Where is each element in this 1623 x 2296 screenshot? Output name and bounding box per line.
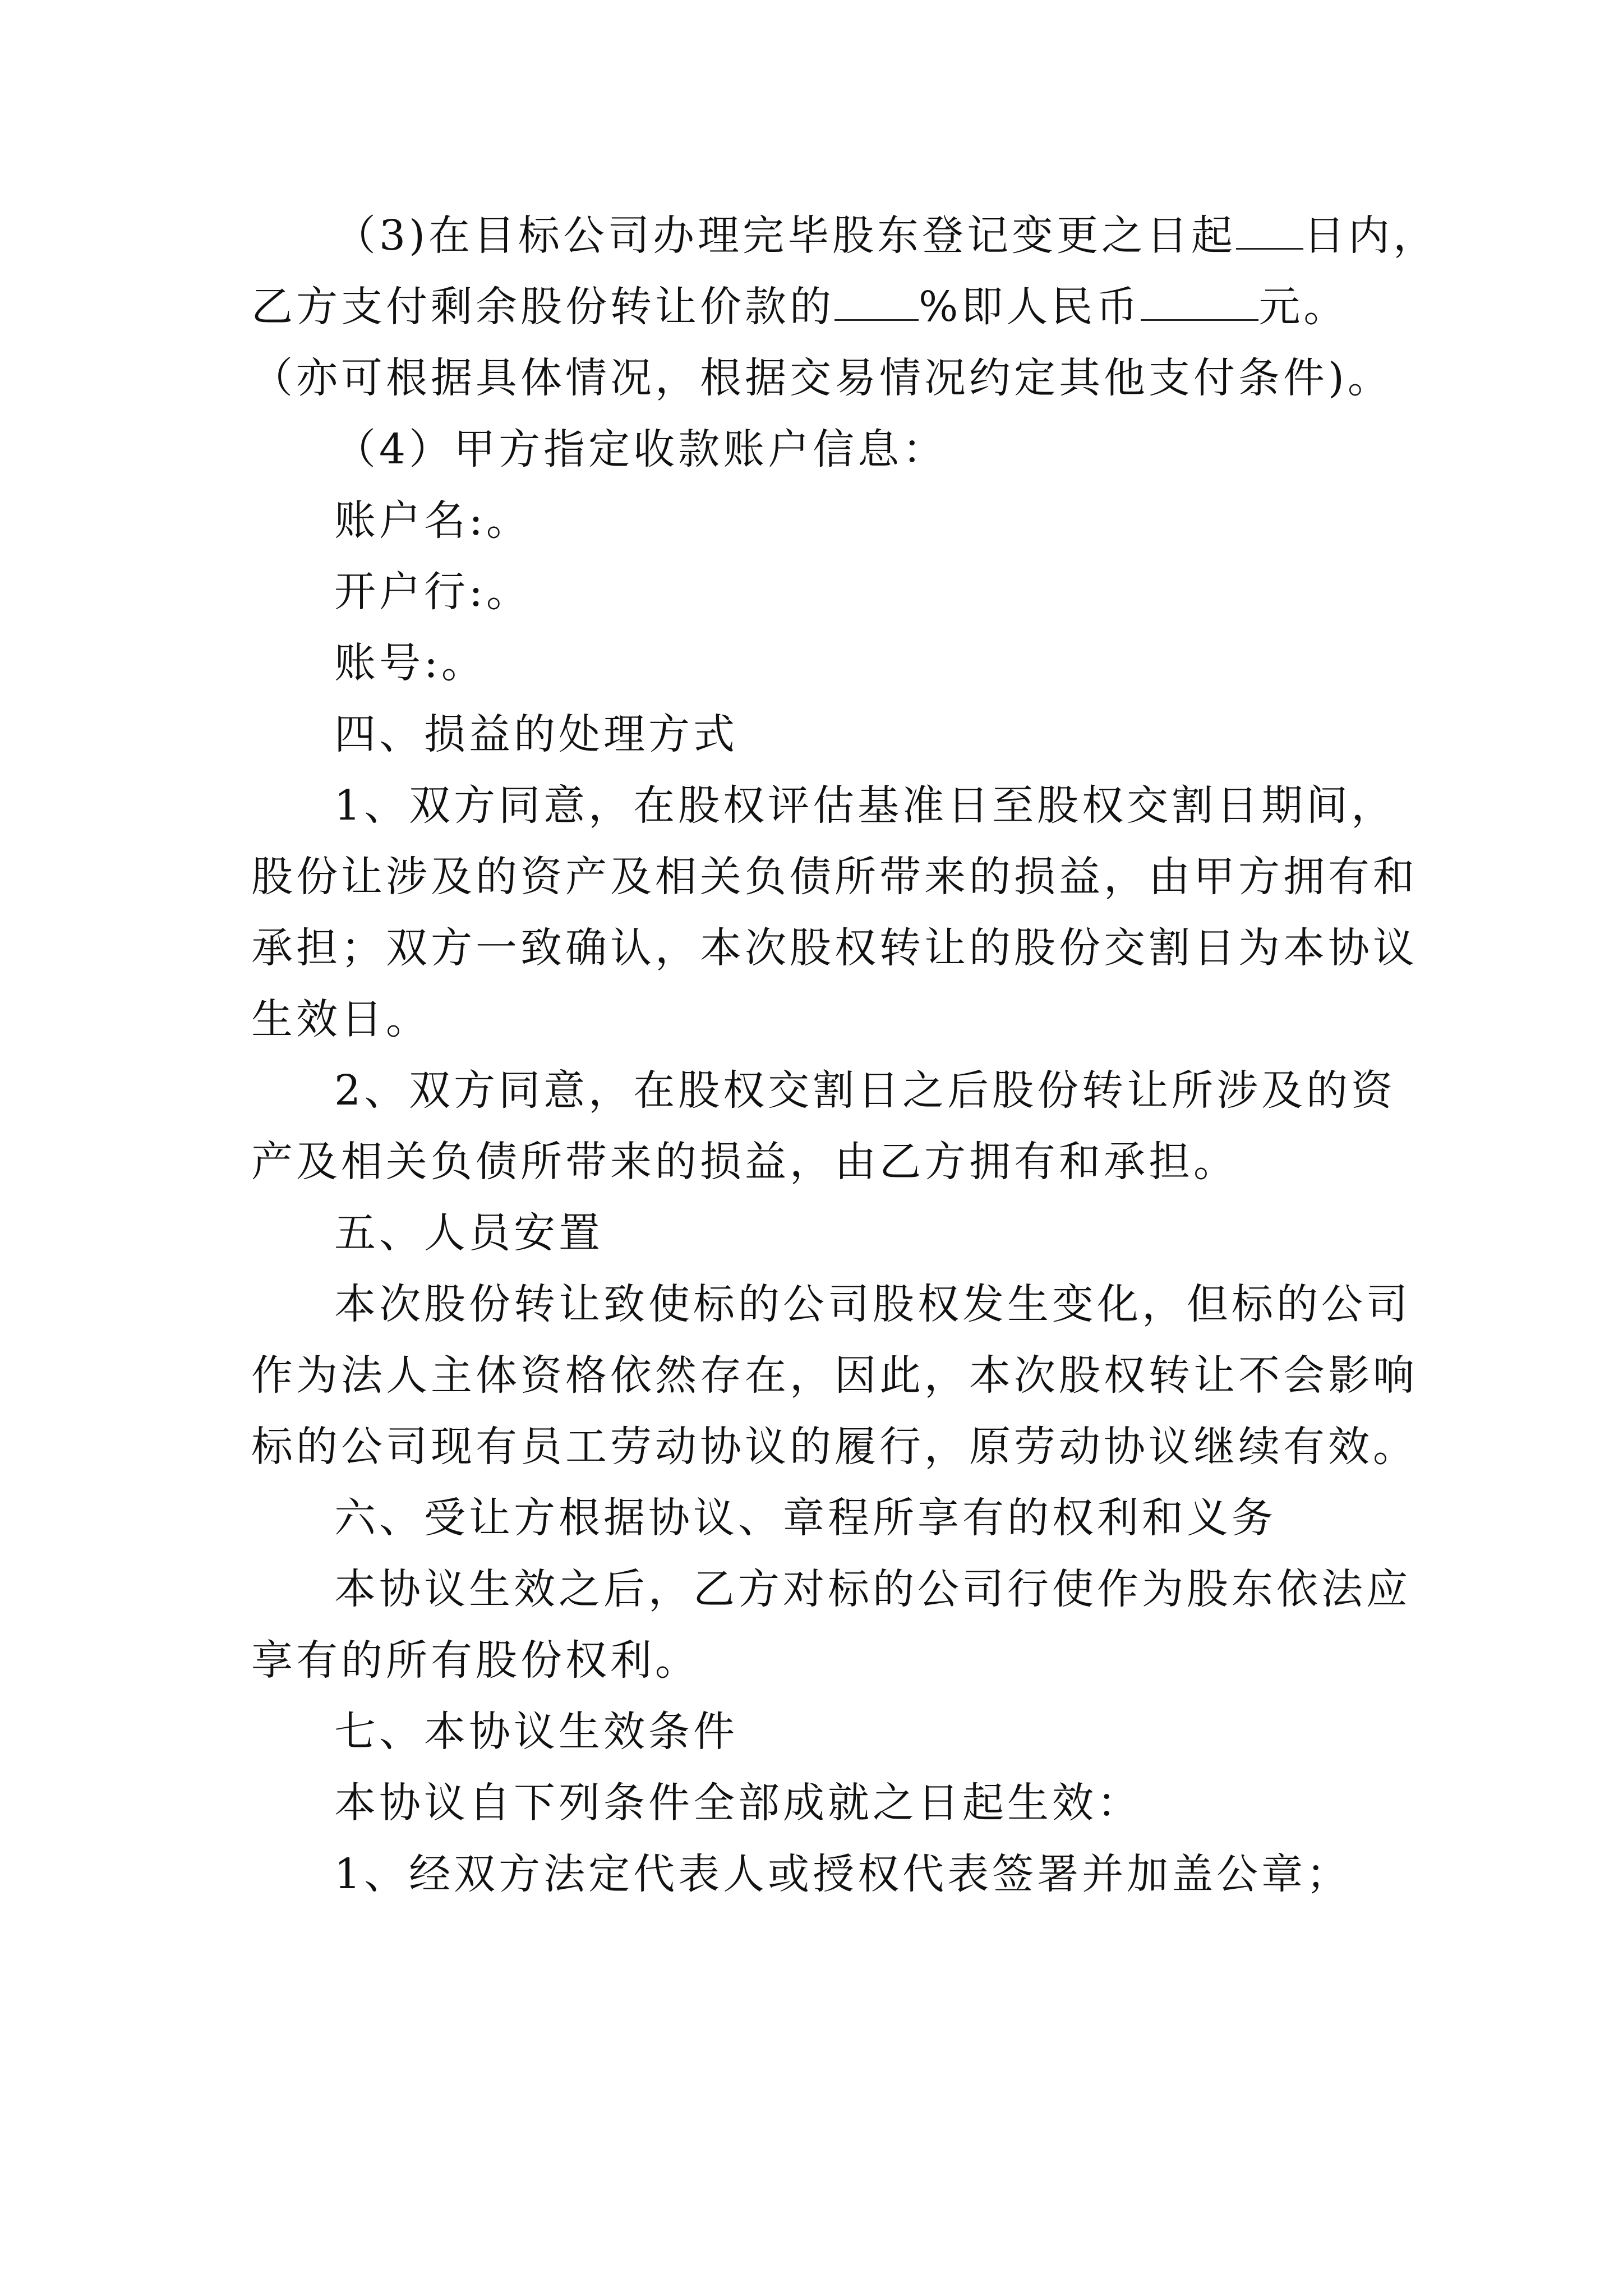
section-5-para-line-1: 本次股份转让致使标的公司股权发生变化，但标的公司 — [334, 1280, 1411, 1328]
days-blank — [1236, 210, 1303, 250]
amount-blank — [1141, 281, 1258, 321]
section-4-para-1-line-2: 股份让涉及的资产及相关负债所带来的损益，由甲方拥有和 — [251, 853, 1418, 901]
section-7-condition-1: 1、经双方法定代表人或授权代表签署并加盖公章； — [334, 1850, 1352, 1898]
section-4-para-2-line-1: 2、双方同意，在股权交割日之后股份转让所涉及的资 — [334, 1066, 1396, 1115]
section-5-heading: 五、人员安置 — [334, 1209, 603, 1257]
payment-clause-3-note: （亦可根据具体情况，根据交易情况约定其他支付条件)。 — [251, 354, 1393, 402]
section-6-heading: 六、受让方根据协议、章程所享有的权利和义务 — [334, 1494, 1276, 1542]
section-4-para-1-line-4: 生效日。 — [251, 995, 431, 1043]
section-5-para-line-2: 作为法人主体资格依然存在，因此，本次股权转让不会影响 — [251, 1351, 1418, 1400]
section-4-para-1-line-3: 承担；双方一致确认，本次股权转让的股份交割日为本协议 — [251, 924, 1418, 972]
section-7-heading: 七、本协议生效条件 — [334, 1708, 738, 1756]
percent-blank — [834, 281, 919, 321]
payment-clause-3-line-1: （3)在目标公司办理完毕股东登记变更之日起 日内， — [334, 208, 1438, 264]
section-4-heading: 四、损益的处理方式 — [334, 710, 738, 758]
bank-name-line: 开户行:。 — [334, 568, 531, 616]
section-4-para-2-line-2: 产及相关负债所带来的损益，由乙方拥有和承担。 — [251, 1138, 1238, 1186]
account-name-line: 账户名:。 — [334, 496, 531, 545]
payment-clause-3-line-2: 乙方支付剩余股份转让价款的 %即人民币 元。 — [251, 279, 1348, 335]
account-number-line: 账号:。 — [334, 639, 486, 687]
section-4-para-1-line-1: 1、双方同意，在股权评估基准日至股权交割日期间， — [334, 781, 1396, 830]
section-6-para-line-2: 享有的所有股份权利。 — [251, 1636, 700, 1685]
account-info-heading: （4）甲方指定收款账户信息： — [334, 425, 948, 473]
section-6-para-line-1: 本协议生效之后，乙方对标的公司行使作为股东依法应 — [334, 1565, 1411, 1613]
section-5-para-line-3: 标的公司现有员工劳动协议的履行，原劳动协议继续有效。 — [251, 1423, 1418, 1471]
section-7-intro: 本协议自下列条件全部成就之日起生效： — [334, 1779, 1142, 1827]
